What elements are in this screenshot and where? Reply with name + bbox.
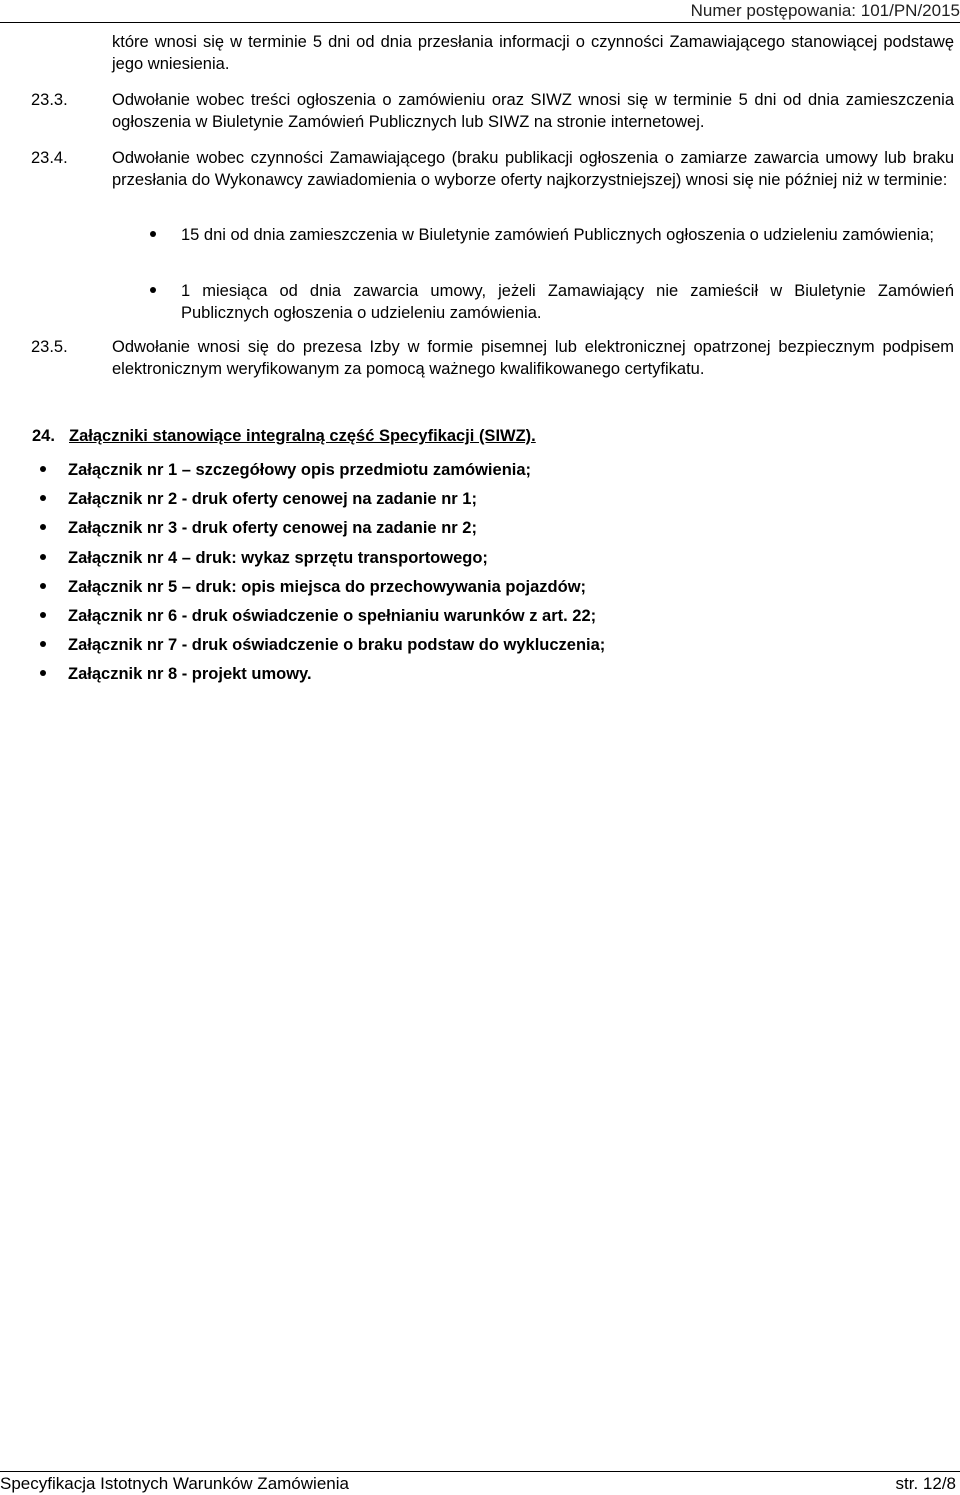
- attachment-item: Załącznik nr 7 - druk oświadczenie o braku podstaw do wykluczenia;: [68, 636, 606, 654]
- section-number-23-3: 23.3.: [31, 91, 68, 109]
- bullet-dot: [40, 583, 46, 589]
- attachment-item: Załącznik nr 8 - projekt umowy.: [68, 665, 312, 683]
- attachment-item: Załącznik nr 6 - druk oświadczenie o spełnianiu warunków z art. 22;: [68, 607, 597, 625]
- page-header-case-number: Numer postępowania: 101/PN/2015: [690, 1, 960, 20]
- footer-divider: [0, 1471, 960, 1472]
- attachments-heading: [32, 425, 536, 447]
- section-number-23-5: 23.5.: [31, 338, 68, 356]
- bullet-dot: [150, 287, 156, 293]
- bullet-dot: [40, 554, 46, 560]
- attachment-item: Załącznik nr 5 – druk: opis miejsca do przechowywania pojazdów;: [68, 578, 587, 596]
- bullet-dot: [40, 641, 46, 647]
- attachment-item: Załącznik nr 2 - druk oferty cenowej na zadanie nr 1;: [68, 490, 477, 508]
- attachment-item: Załącznik nr 4 – druk: wykaz sprzętu transportowego;: [68, 549, 488, 567]
- continuation-paragraph: które wnosi się w terminie 5 dni od dnia przesłania informacji o czynności Zamawiającego stanowiącej podstawę jego wniesienia.: [112, 33, 954, 73]
- bullet-dot: [40, 466, 46, 472]
- section-text-23-4: Odwołanie wobec czynności Zamawiającego (braku publikacji ogłoszenia o zamiarze zawarcia umowy lub braku przesłania do Wykonawcy zawiadomienia o wyborze oferty najkorzystniejszej) wnosi się nie później niż w terminie:: [112, 149, 954, 189]
- footer-document-title: Specyfikacja Istotnych Warunków Zamówienia: [0, 1474, 349, 1493]
- attachment-item: Załącznik nr 1 – szczegółowy opis przedmiotu zamówienia;: [68, 461, 532, 479]
- section-text-23-3: Odwołanie wobec treści ogłoszenia o zamówieniu oraz SIWZ wnosi się w terminie 5 dni od dnia zamieszczenia ogłoszenia w Biuletynie Zamówień Publicznych lub SIWZ na stronie internetowej.: [112, 91, 954, 131]
- section-23-4-bullet-2: 1 miesiąca od dnia zawarcia umowy, jeżeli Zamawiający nie zamieścił w Biuletynie Zamówień Publicznych ogłoszenia o udzieleniu zamówienia.: [181, 282, 954, 322]
- header-divider: [0, 22, 960, 23]
- bullet-dot: [40, 524, 46, 530]
- section-number-23-4: 23.4.: [31, 149, 68, 167]
- attachments-section-title: Załączniki stanowiące integralną część Specyfikacji (SIWZ).: [69, 427, 536, 445]
- section-text-23-5: Odwołanie wnosi się do prezesa Izby w formie pisemnej lub elektronicznej opatrzonej bezpiecznym podpisem elektronicznym weryfikowanym za pomocą ważnego kwalifikowanego certyfikatu.: [112, 338, 954, 378]
- footer-page-number: str. 12/8: [895, 1474, 956, 1493]
- attachments-section-number: 24.: [32, 427, 55, 445]
- bullet-dot: [40, 495, 46, 501]
- section-23-4-bullet-1: 15 dni od dnia zamieszczenia w Biuletynie zamówień Publicznych ogłoszenia o udzieleniu zamówienia;: [181, 226, 935, 244]
- bullet-dot: [40, 670, 46, 676]
- attachment-item: Załącznik nr 3 - druk oferty cenowej na zadanie nr 2;: [68, 519, 477, 537]
- bullet-dot: [40, 612, 46, 618]
- bullet-dot: [150, 231, 156, 237]
